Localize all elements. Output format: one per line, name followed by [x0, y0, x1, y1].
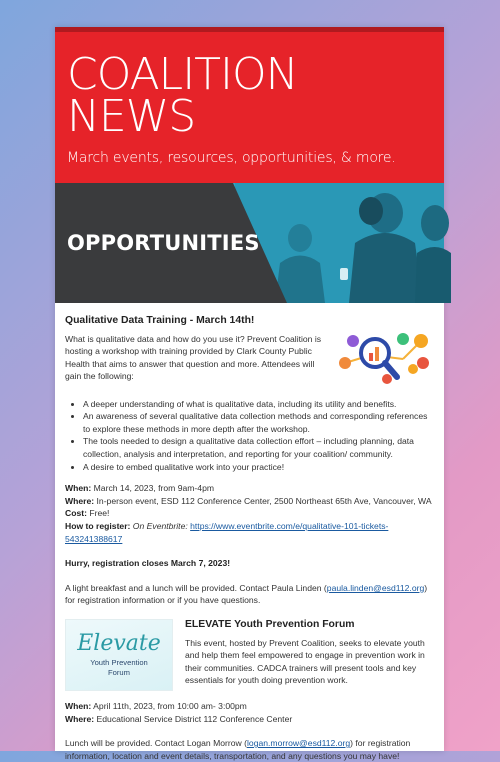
contact-text-pre: A light breakfast and a lunch will be provided. Contact Paula Linden (	[65, 582, 327, 593]
title-line-2: NEWS	[67, 91, 196, 142]
forum-contact-pre: Lunch will be provided. Contact Logan Morrow (	[65, 738, 247, 749]
forum-where-value: Educational Service District 112 Conference Center	[94, 713, 293, 724]
benefit-item: • An awareness of several qualitative data collection methods and corresponding references to explore these methods in more depth after the workshop.	[83, 410, 434, 435]
logan-email-link[interactable]: logan.morrow@esd112.org	[247, 738, 351, 749]
training-register	[65, 520, 434, 545]
banner-title: OPPORTUNITIES	[67, 231, 260, 255]
newsletter-header	[55, 32, 444, 183]
benefit-item: • A deeper understanding of what is qualitative data, including its utility and benefits.	[83, 398, 434, 411]
training-benefits-list	[83, 398, 434, 474]
benefit-item: • The tools needed to design a qualitative data collection effort – including planning, data collection, analysis and interpretation, and reporting for your coalition/ community.	[83, 435, 434, 460]
contact-text-post: ) for registration information or if you have questions.	[65, 582, 428, 606]
forum-heading: ELEVATE Youth Prevention Forum	[185, 618, 355, 630]
cost-label: Cost:	[65, 508, 87, 519]
when-value: March 14, 2023, from 9am-4pm	[91, 483, 215, 494]
elevate-forum-image	[65, 619, 173, 691]
forum-where	[65, 713, 434, 726]
forum-when	[65, 700, 434, 713]
forum-where-label: Where:	[65, 713, 95, 724]
elevate-caption-line-2: Forum	[108, 667, 130, 677]
training-intro-row	[65, 333, 434, 389]
where-label: Where:	[65, 495, 95, 506]
elevate-caption-line-1: Youth Prevention	[90, 658, 148, 668]
benefit-item: • A desire to embed qualitative work into your practice!	[83, 461, 434, 474]
elevate-logo-text: Elevate	[77, 631, 161, 657]
forum-when-value: April 11th, 2023, from 10:00 am- 3:00pm	[91, 700, 247, 711]
forum-row	[65, 619, 434, 691]
elevate-image-caption	[90, 658, 148, 677]
forum-text	[185, 619, 434, 691]
registration-deadline: Hurry, registration closes March 7, 2023!	[65, 558, 231, 569]
training-details	[65, 482, 434, 545]
training-where	[65, 495, 434, 508]
training-heading: Qualitative Data Training - March 14th!	[65, 315, 255, 326]
newsletter-content	[55, 303, 444, 762]
newsletter-card	[55, 27, 444, 761]
forum-when-label: When:	[65, 700, 92, 711]
title-line-1: COALITION	[67, 49, 298, 100]
register-label: How to register:	[65, 520, 131, 531]
when-label: When:	[65, 483, 92, 494]
newsletter-title	[67, 49, 432, 142]
data-analysis-icon	[331, 329, 431, 389]
newsletter-subtitle: March events, resources, opportunities, & more.	[67, 150, 396, 166]
paula-email-link[interactable]: paula.linden@esd112.org	[326, 582, 425, 593]
forum-details	[65, 700, 434, 725]
forum-contact	[65, 737, 434, 762]
training-when	[65, 482, 434, 495]
training-contact	[65, 582, 434, 607]
where-value: In-person event, ESD 112 Conference Center, 2500 Northeast 65th Ave, Vancouver, WA	[94, 495, 432, 506]
training-cost	[65, 507, 434, 520]
cost-value: Free!	[86, 508, 110, 519]
training-intro: What is qualitative data and how do you use it? Prevent Coalition is hosting a workshop with training provided by Clark County Public Health that aims to answer that question and more. Attendees will gain the following:	[65, 333, 322, 382]
forum-contact-post: ) for registration information, location and event details, transportation, and any questions you may have!	[65, 738, 411, 761]
register-via: On Eventbrite:	[130, 520, 191, 531]
forum-body: This event, hosted by Prevent Coalition, seeks to elevate youth and help them feel empowered to engage in prevention work in their communities. CADCA trainers will present tools and key essentials for youth doing prevention work.	[185, 637, 425, 686]
eventbrite-link[interactable]: https://www.eventbrite.com/e/qualitative-101-tickets-543241388617	[65, 520, 389, 544]
opportunities-banner	[55, 183, 444, 303]
